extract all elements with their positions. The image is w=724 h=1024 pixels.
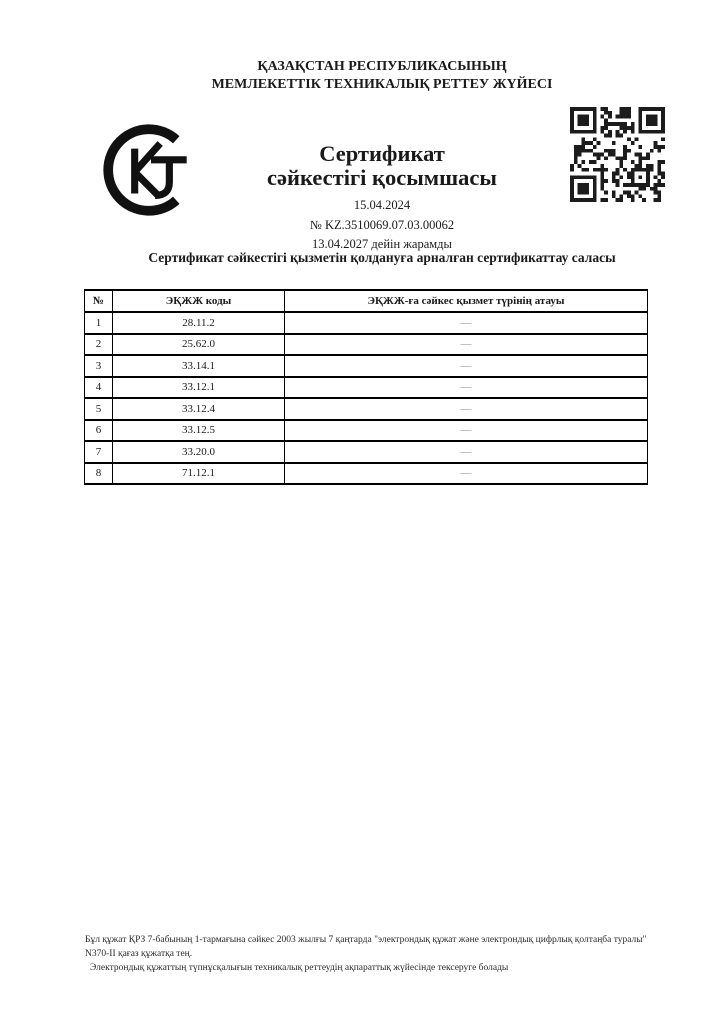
table-row [85, 334, 648, 356]
valid-until: 13.04.2027 дейін жарамды [312, 237, 452, 251]
certificate-meta [40, 199, 724, 258]
row-code: 33.14.1 [113, 355, 285, 377]
row-code: 25.62.0 [113, 334, 285, 356]
table-row [85, 312, 648, 334]
row-number: 4 [85, 377, 113, 399]
row-code: 33.12.1 [113, 377, 285, 399]
legal-footer [85, 934, 695, 975]
row-number: 7 [85, 441, 113, 463]
row-number: 1 [85, 312, 113, 334]
row-name: — [285, 355, 648, 377]
row-number: 8 [85, 463, 113, 485]
table-row [85, 398, 648, 420]
gov-header-line1: ҚАЗАҚСТАН РЕСПУБЛИКАСЫНЫҢ [257, 59, 507, 74]
row-number: 6 [85, 420, 113, 442]
row-name: — [285, 377, 648, 399]
row-number: 5 [85, 398, 113, 420]
certificate-number: № KZ.3510069.07.03.00062 [309, 217, 455, 232]
scope-subtitle: Сертификат сәйкестігі қызметін қолдануға арналған сертификаттау саласы [148, 250, 616, 265]
table-row [85, 377, 648, 399]
gov-header-line2: МЕМЛЕКЕТТІК ТЕХНИКАЛЫҚ РЕТТЕУ ЖҮЙЕСІ [211, 77, 553, 92]
codes-table [84, 289, 648, 485]
row-name: — [285, 441, 648, 463]
col-header-code: ЭҚЖЖ коды [113, 290, 285, 312]
row-code: 71.12.1 [113, 463, 285, 485]
row-number: 3 [85, 355, 113, 377]
col-header-name: ЭҚЖЖ-ға сәйкес қызмет түрінің атауы [285, 290, 648, 312]
issue-date: 15.04.2024 [353, 198, 411, 212]
table-row [85, 441, 648, 463]
col-header-number: № [85, 290, 113, 312]
footer-line2: N370-II қағаз құжатқа тең. [85, 948, 193, 959]
title-line2: сәйкестігі қосымшасы [267, 165, 497, 190]
table-header-row [85, 290, 648, 312]
document-title [40, 142, 724, 190]
row-code: 28.11.2 [113, 312, 285, 334]
row-code: 33.12.4 [113, 398, 285, 420]
row-name: — [285, 312, 648, 334]
table-row [85, 355, 648, 377]
row-name: — [285, 420, 648, 442]
row-code: 33.20.0 [113, 441, 285, 463]
footer-line1: Бұл құжат ҚРЗ 7-бабының 1-тармағына сәйкес 2003 жылғы 7 қаңтарда "электрондық құжат және электрондық цифрлық қолтаңба туралы" [85, 935, 647, 945]
table-row [85, 420, 648, 442]
row-name: — [285, 398, 648, 420]
row-name: — [285, 463, 648, 485]
row-number: 2 [85, 334, 113, 356]
row-name: — [285, 334, 648, 356]
government-header [40, 58, 724, 94]
title-line1: Сертификат [319, 141, 445, 166]
table-row [85, 463, 648, 485]
row-code: 33.12.5 [113, 420, 285, 442]
footer-line3: Электрондық құжаттың түпнұсқалығын техникалық реттеудің ақпараттық жүйесінде тексеруге болады [90, 962, 509, 973]
